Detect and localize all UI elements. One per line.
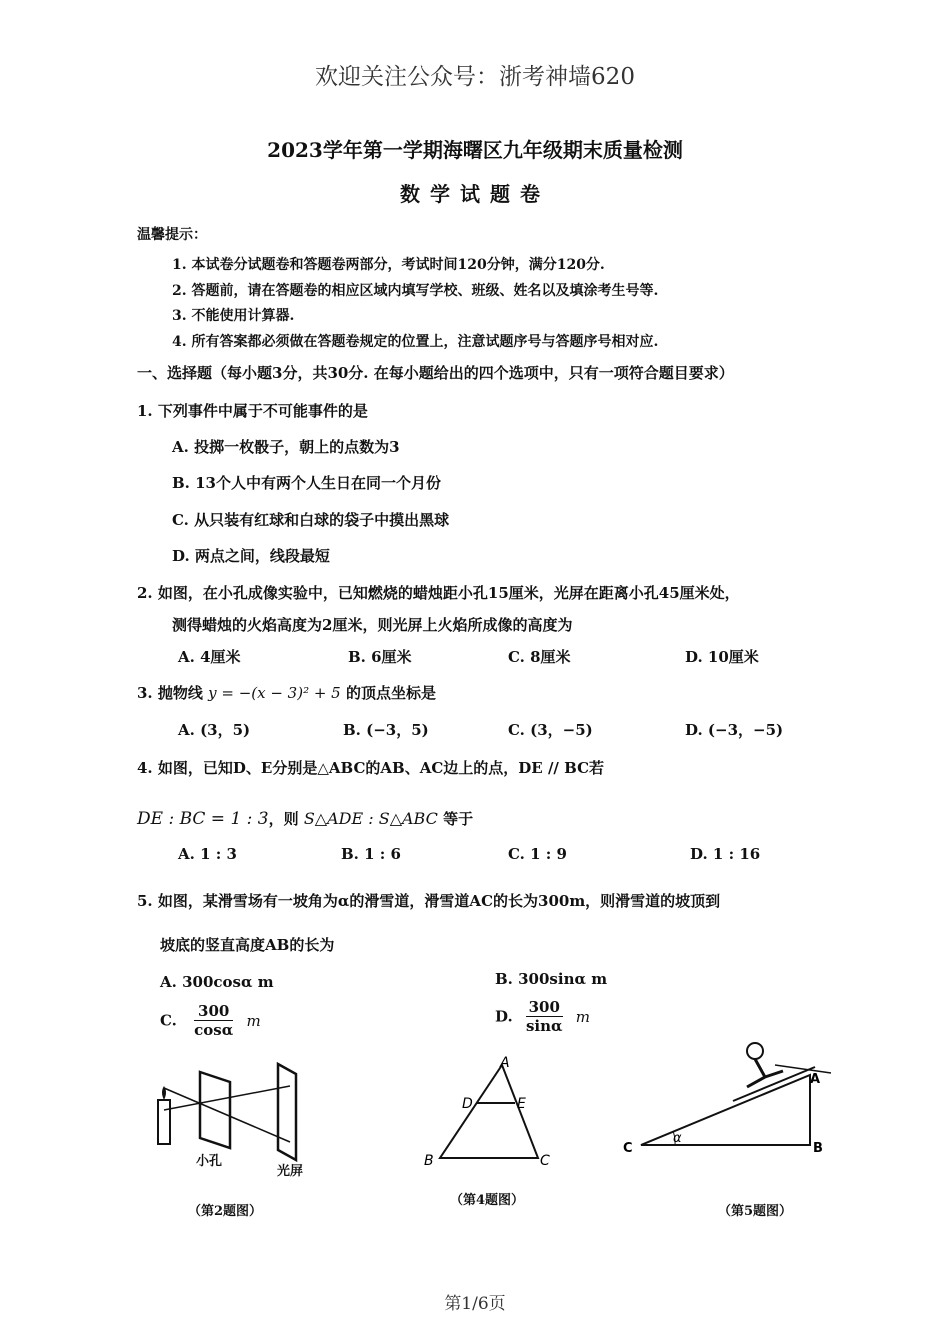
question-4-line1: 4. 如图，已知D、E分别是△ABC的AB、AC边上的点，DE // BC若 <box>137 759 605 777</box>
exam-title: 2023学年第一学期海曙区九年级期末质量检测 <box>267 138 683 162</box>
fraction-numerator: 300 <box>194 1002 233 1021</box>
point-e: E <box>517 1096 526 1112</box>
question-1-option-b: B. 13个人中有两个人生日在同一个月份 <box>172 474 441 492</box>
question-5-line1: 5. 如图，某滑雪场有一坡角为α的滑雪道，滑雪道AC的长为300m，则滑雪道的坡顶到 <box>137 892 721 910</box>
question-4-option-c: C. 1 : 9 <box>508 845 567 863</box>
question-4-area-ratio: S△ADE : S△ABC <box>303 809 438 828</box>
question-5-option-c <box>160 1002 261 1039</box>
tip-item: 2. 答题前，请在答题卷的相应区域内填写学校、班级、姓名以及填涂考生号等. <box>172 283 659 299</box>
tip-item: 4. 所有答案都必须做在答题卷规定的位置上，注意试题序号与答题序号相对应. <box>172 334 659 350</box>
label-screen: 光屏 <box>277 1164 304 1179</box>
question-5-option-b: B. 300sinα m <box>495 970 608 988</box>
question-2-stem-line2: 测得蜡烛的火焰高度为2厘米，则光屏上火焰所成像的高度为 <box>172 616 573 634</box>
point-d: D <box>462 1096 473 1112</box>
question-4-option-b: B. 1 : 6 <box>341 845 401 863</box>
question-3-option-d: D. (−3，−5) <box>685 721 784 739</box>
option-c-label: C. <box>160 1011 177 1030</box>
fraction-300-cos <box>194 1002 233 1039</box>
question-5-option-a: A. 300cosα m <box>160 973 274 991</box>
slope-triangle <box>641 1075 810 1145</box>
figure-5-slope-diagram <box>615 1035 835 1165</box>
screen-board <box>278 1064 296 1160</box>
point-c: C <box>540 1153 550 1169</box>
point-a: A <box>810 1072 821 1087</box>
light-ray <box>164 1088 290 1142</box>
unit: m <box>246 1011 261 1030</box>
figure-2-caption: （第2题图） <box>188 1204 263 1219</box>
question-3-option-a: A. (3，5) <box>178 721 251 739</box>
tip-item: 1. 本试卷分试题卷和答题卷两部分，考试时间120分钟，满分120分. <box>172 257 605 273</box>
fraction-300-sin <box>526 998 563 1035</box>
question-4-option-d: D. 1 : 16 <box>690 845 761 863</box>
question-4-ratio: DE : BC = 1 : 3 <box>137 809 269 829</box>
light-ray <box>164 1086 290 1110</box>
question-4-option-a: A. 1 : 3 <box>178 845 237 863</box>
angle-alpha: α <box>673 1131 682 1146</box>
question-2-option-c: C. 8厘米 <box>508 648 571 666</box>
question-5-option-d <box>495 998 590 1035</box>
question-1-option-d: D. 两点之间，线段最短 <box>172 547 330 565</box>
candle-shape <box>158 1100 170 1144</box>
figure-5-caption: （第5题图） <box>718 1204 793 1219</box>
question-4-then: ，则 <box>268 810 304 828</box>
option-d-label: D. <box>495 1007 513 1026</box>
question-1-option-a: A. 投掷一枚骰子，朝上的点数为3 <box>172 438 400 456</box>
label-pinhole: 小孔 <box>196 1154 223 1169</box>
unit: m <box>575 1007 590 1026</box>
figure-4-triangle-diagram <box>420 1055 560 1170</box>
point-b: B <box>424 1153 434 1169</box>
page-number: 第1/6页 <box>444 1294 506 1314</box>
fraction-denominator: cosα <box>194 1021 234 1039</box>
question-4-equals: 等于 <box>437 810 474 828</box>
section-heading: 一、选择题（每小题3分，共30分. 在每小题给出的四个选项中，只有一项符合题目要求） <box>137 364 734 382</box>
point-c: C <box>623 1141 633 1156</box>
question-3-stem <box>137 682 436 703</box>
question-5-line2: 坡底的竖直高度AB的长为 <box>160 936 335 954</box>
exam-subtitle: 数学试题卷 <box>400 182 550 206</box>
figure-4-caption: （第4题图） <box>450 1193 525 1208</box>
point-a: A <box>500 1055 510 1071</box>
tips-heading: 温馨提示： <box>137 227 207 243</box>
question-3-suffix: 的顶点坐标是 <box>340 684 436 702</box>
question-3-formula: y = −(x − 3)² + 5 <box>208 684 341 702</box>
fraction-numerator: 300 <box>526 998 563 1017</box>
point-b: B <box>813 1141 823 1156</box>
question-2-option-a: A. 4厘米 <box>178 648 241 666</box>
question-4-line2 <box>137 808 473 829</box>
tip-item: 3. 不能使用计算器. <box>172 308 295 324</box>
fraction-denominator: sinα <box>525 1017 563 1035</box>
question-2-option-b: B. 6厘米 <box>348 648 412 666</box>
question-2-stem-line1: 2. 如图，在小孔成像实验中，已知燃烧的蜡烛距小孔15厘米，光屏在距离小孔45厘米处， <box>137 584 740 602</box>
question-1-stem: 1. 下列事件中属于不可能事件的是 <box>137 402 368 420</box>
question-3-option-b: B. (−3，5) <box>343 721 429 739</box>
question-3-option-c: C. (3，−5) <box>508 721 593 739</box>
question-2-option-d: D. 10厘米 <box>685 648 759 666</box>
question-3-prefix: 3. 抛物线 <box>137 684 209 702</box>
watermark-header: 欢迎关注公众号：浙考神墙620 <box>315 64 635 90</box>
question-1-option-c: C. 从只装有红球和白球的袋子中摸出黑球 <box>172 511 450 529</box>
